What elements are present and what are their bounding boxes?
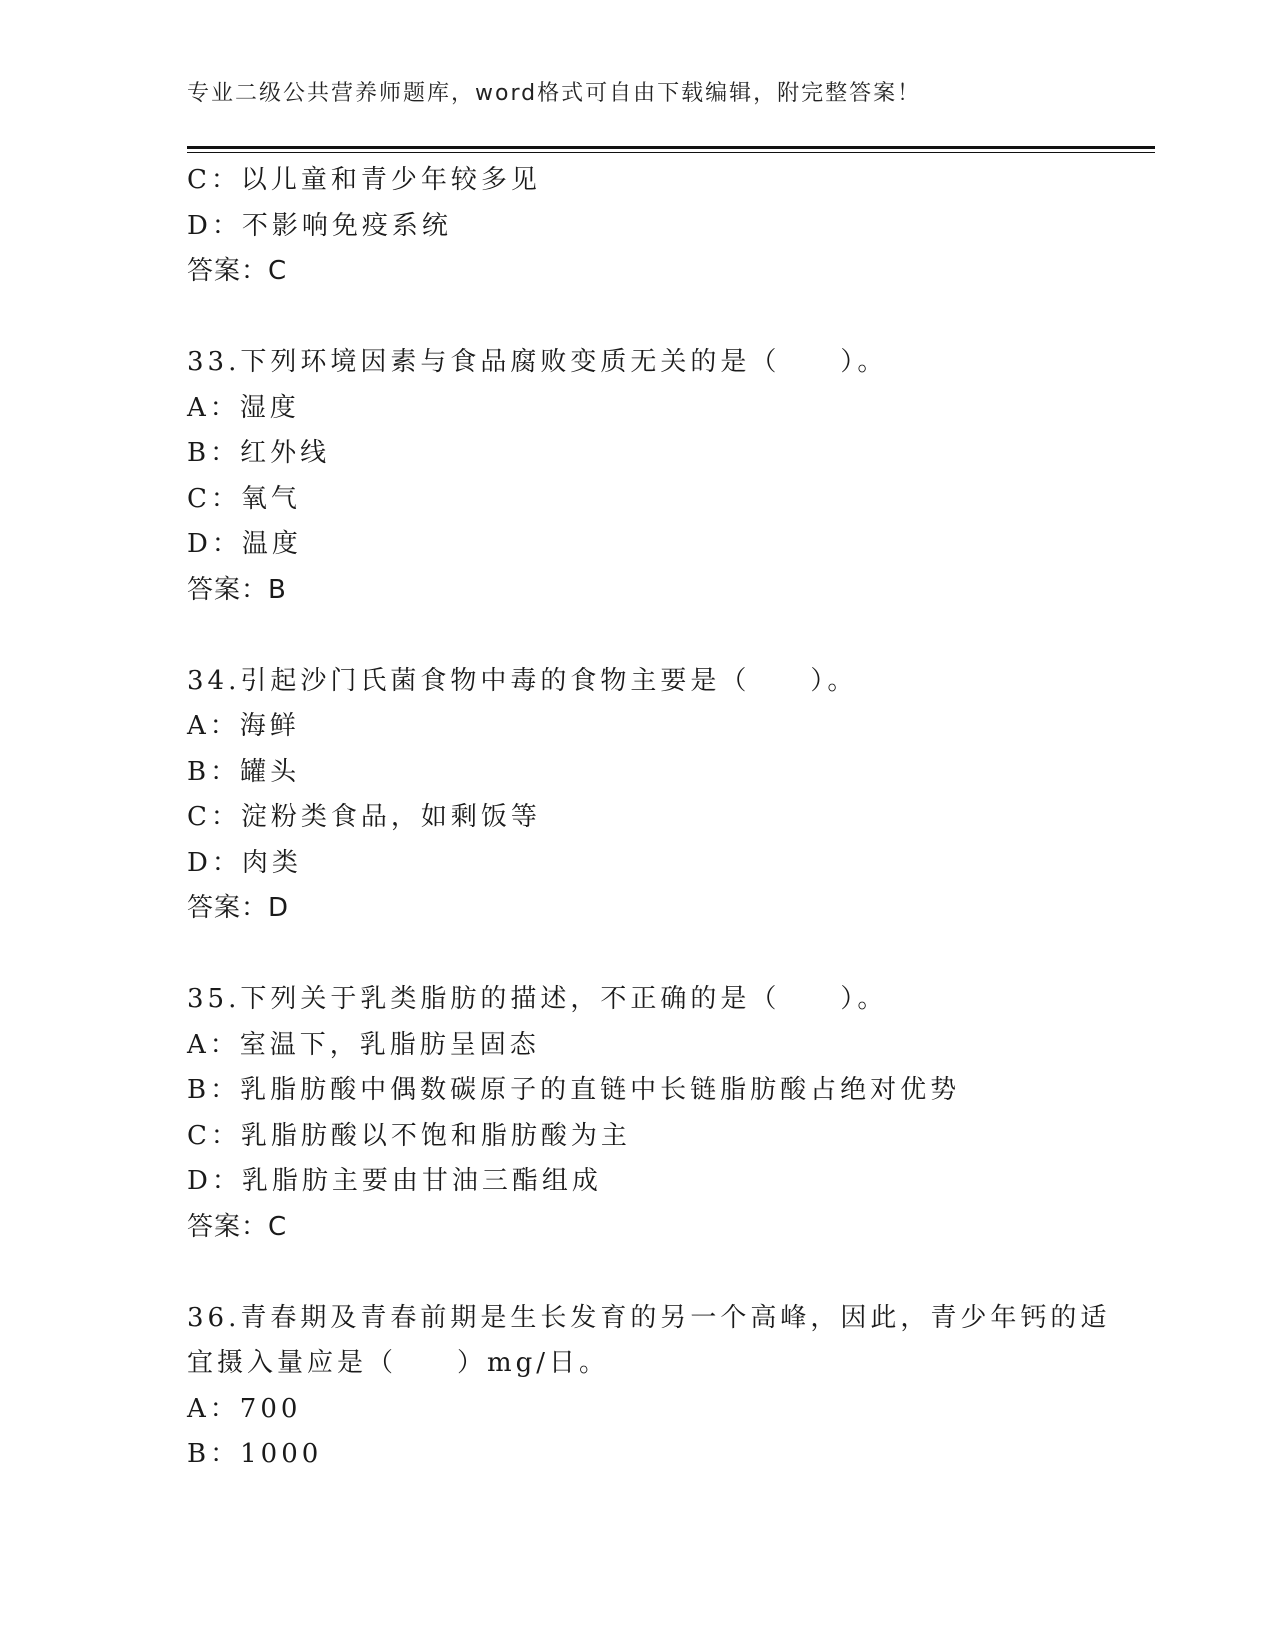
question-35 bbox=[187, 977, 1155, 1250]
question-33 bbox=[187, 340, 1155, 613]
spacer bbox=[187, 295, 1155, 341]
option-line: B：红外线 bbox=[187, 438, 331, 468]
option-line: C：淀粉类食品，如剩饭等 bbox=[187, 802, 541, 832]
question-text: 35.下列关于乳类脂肪的描述，不正确的是（ ）。 bbox=[187, 984, 888, 1014]
option-line: A：海鲜 bbox=[187, 711, 300, 741]
option-line: D：肉类 bbox=[187, 847, 302, 878]
option-line: C：乳脂肪酸以不饱和脂肪酸为主 bbox=[187, 1120, 631, 1151]
option-line: D：温度 bbox=[187, 529, 302, 559]
option-line: C：以儿童和青少年较多见 bbox=[187, 165, 541, 195]
option-line: A：700 bbox=[187, 1393, 302, 1424]
answer-line: 答案：D bbox=[187, 893, 290, 923]
question-text: 36.青春期及青春前期是生长发育的另一个高峰，因此，青少年钙的适 bbox=[187, 1302, 1111, 1333]
question-34 bbox=[187, 659, 1155, 932]
question-list bbox=[187, 158, 1155, 1478]
answer-line: 答案：C bbox=[187, 1211, 288, 1242]
option-line: B：乳脂肪酸中偶数碳原子的直链中长链脂肪酸占绝对优势 bbox=[187, 1075, 961, 1105]
header-rule-thick bbox=[187, 146, 1155, 149]
option-line: A：湿度 bbox=[187, 392, 300, 423]
page-header: 专业二级公共营养师题库，word格式可自由下载编辑，附完整答案！ bbox=[187, 81, 922, 106]
question-text-continued: 宜摄入量应是（ ）mg/日。 bbox=[187, 1348, 610, 1378]
header-rule-thin bbox=[187, 152, 1155, 153]
question-text: 34.引起沙门氏菌食物中毒的食物主要是（ ）。 bbox=[187, 665, 858, 696]
option-line: B：1000 bbox=[187, 1439, 323, 1469]
option-line: D：不影响免疫系统 bbox=[187, 210, 452, 241]
answer-line: 答案：B bbox=[187, 574, 287, 605]
question-text: 33.下列环境因素与食品腐败变质无关的是（ ）。 bbox=[187, 347, 888, 377]
spacer bbox=[187, 932, 1155, 978]
option-line: B：罐头 bbox=[187, 756, 301, 787]
option-line: A：室温下，乳脂肪呈固态 bbox=[187, 1029, 540, 1060]
answer-line: 答案：C bbox=[187, 256, 288, 286]
question-36 bbox=[187, 1296, 1155, 1478]
option-line: C：氧气 bbox=[187, 483, 301, 514]
option-line: D：乳脂肪主要由甘油三酯组成 bbox=[187, 1166, 602, 1196]
spacer bbox=[187, 613, 1155, 659]
spacer bbox=[187, 1250, 1155, 1296]
preamble-block bbox=[187, 158, 1155, 295]
